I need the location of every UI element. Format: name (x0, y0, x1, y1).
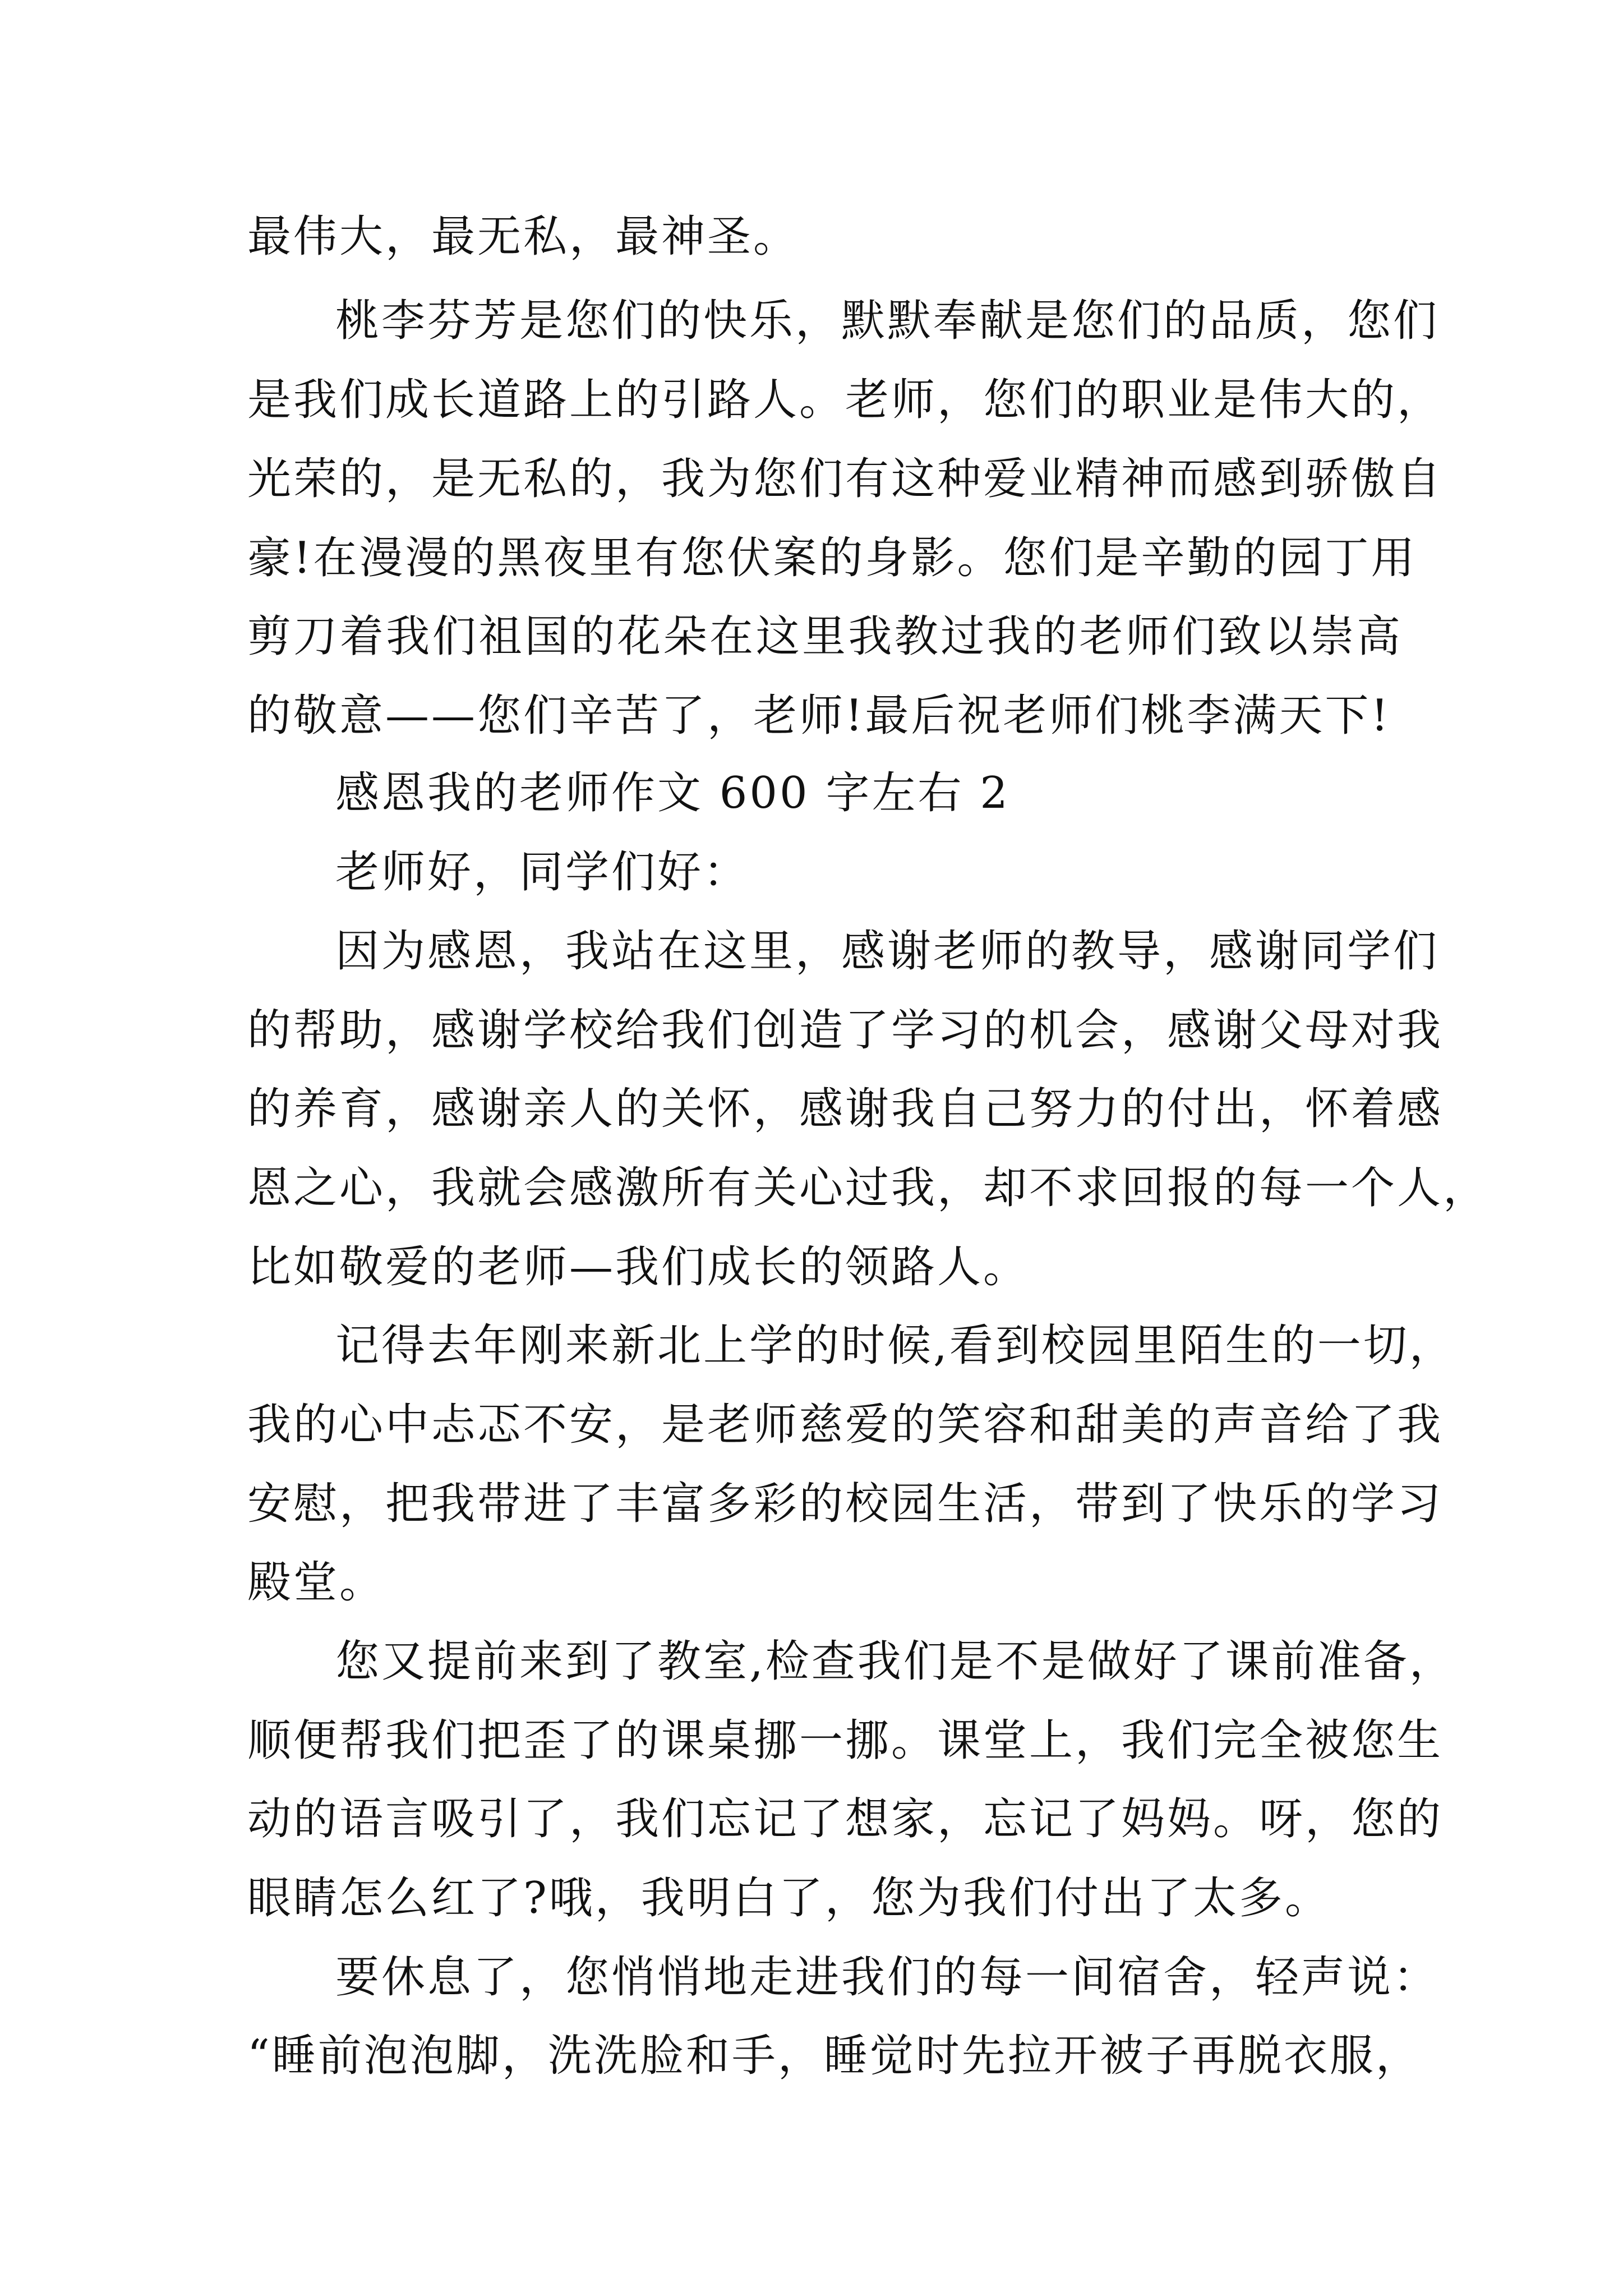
section-heading: 感恩我的老师作文 600 字左右 2 (335, 768, 1010, 818)
text-line: 光荣的，是无私的，我为您们有这种爱业精神而感到骄傲自 (247, 454, 1444, 504)
text-line: 剪刀着我们祖国的花朵在这里我教过我的老师们致以崇高 (247, 611, 1403, 662)
text-line: 要休息了，您悄悄地走进我们的每一间宿舍，轻声说： (335, 1952, 1440, 2003)
text-line: 动的语言吸引了，我们忘记了想家，忘记了妈妈。呀，您的 (247, 1794, 1444, 1844)
text-line: 顺便帮我们把歪了的课桌挪一挪。课堂上，我们完全被您生 (247, 1715, 1444, 1766)
text-line: 最伟大，最无私，最神圣。 (247, 211, 800, 262)
text-line: 殿堂。 (247, 1557, 386, 1608)
text-line: 桃李芬芳是您们的快乐，默默奉献是您们的品质，您们 (335, 296, 1440, 346)
text-line: 因为感恩，我站在这里，感谢老师的教导，感谢同学们 (335, 926, 1440, 977)
text-line: 眼睛怎么红了?哦，我明白了，您为我们付出了太多。 (247, 1873, 1331, 1924)
text-line: “睡前泡泡脚，洗洗脸和手，睡觉时先拉开被子再脱衣服， (247, 2031, 1422, 2081)
text-line: 我的心中忐忑不安，是老师慈爱的笑容和甜美的声音给了我 (247, 1400, 1444, 1450)
text-line: 豪!在漫漫的黑夜里有您伏案的身影。您们是辛勤的园丁用 (247, 533, 1417, 583)
text-line: 的敬意——您们辛苦了，老师!最后祝老师们桃李满天下! (247, 691, 1391, 741)
text-line: 比如敬爱的老师—我们成长的领路人。 (247, 1242, 1030, 1292)
text-line: 您又提前来到了教室,检查我们是不是做好了课前准备， (335, 1636, 1455, 1687)
text-line: 是我们成长道路上的引路人。老师，您们的职业是伟大的， (247, 375, 1444, 425)
text-line: 安慰，把我带进了丰富多彩的校园生活，带到了快乐的学习 (247, 1479, 1444, 1529)
text-line: 恩之心，我就会感激所有关心过我，却不求回报的每一个人， (247, 1163, 1490, 1213)
text-line: 的帮助，感谢学校给我们创造了学习的机会，感谢父母对我 (247, 1005, 1444, 1056)
text-line: 的养育，感谢亲人的关怀，感谢我自己努力的付出，怀着感 (247, 1084, 1444, 1134)
text-line: 老师好，同学们好： (335, 847, 750, 898)
text-line: 记得去年刚来新北上学的时候,看到校园里陌生的一切， (335, 1320, 1455, 1371)
